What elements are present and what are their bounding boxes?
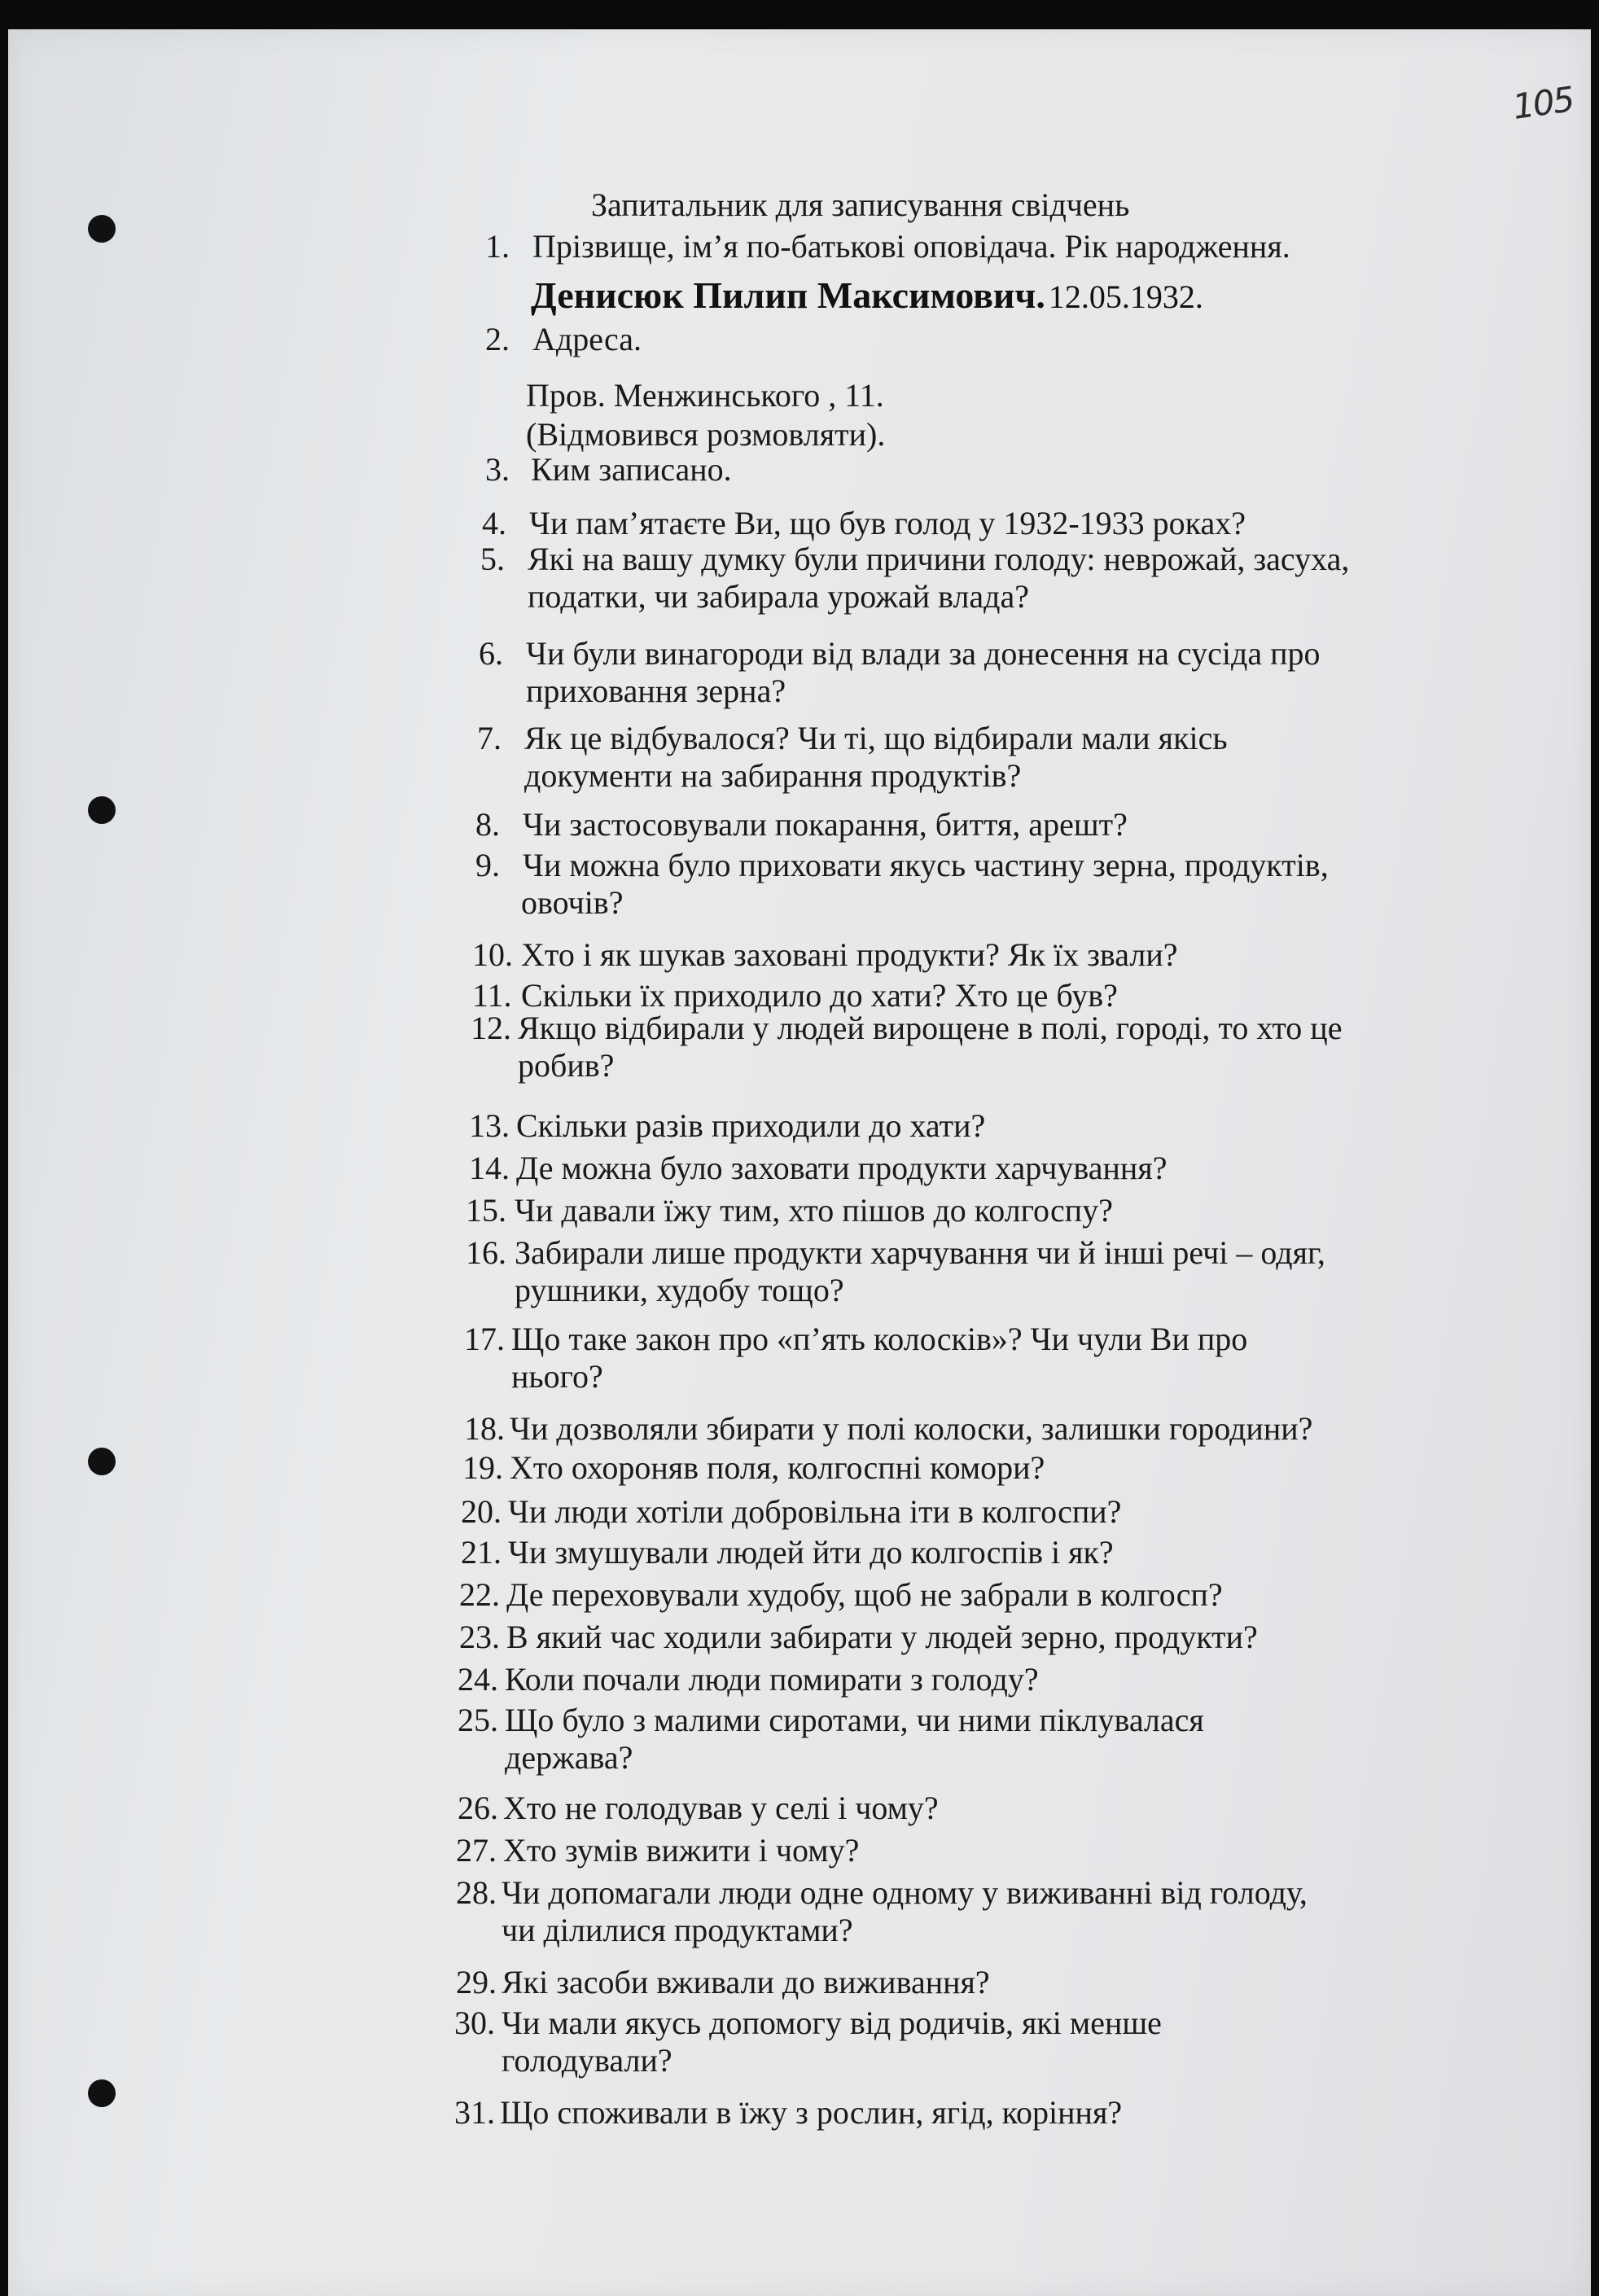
question-item-2 (485, 321, 642, 357)
question-item-24 (458, 1661, 1039, 1698)
question-text: Хто не голодував у селі і чому? (503, 1790, 939, 1826)
question-number: 13. (469, 1107, 510, 1144)
question-item-17 (464, 1321, 1248, 1395)
question-text: Чи допомагали люди одне одному у виживанні від голоду, (502, 1874, 1308, 1911)
question-text-continuation: податки, чи забирала урожай влада? (528, 578, 1030, 615)
question-number: 11. (472, 977, 512, 1014)
question-text: Що споживали в їжу з рослин, ягід, коріння? (500, 2094, 1123, 2131)
question-text: Які засоби вживали до виживання? (502, 1964, 990, 2000)
question-item-7 (477, 720, 1228, 794)
question-text: Забирали лише продукти харчування чи й інші речі – одяг, (515, 1234, 1325, 1271)
question-number: 26. (458, 1790, 498, 1826)
address-line: Пров. Менжинського , 11. (526, 377, 884, 414)
question-number: 20. (461, 1493, 502, 1530)
question-number: 1. (485, 228, 510, 265)
question-text: Чи люди хотіли добровільна іти в колгоспи? (508, 1493, 1122, 1530)
question-text: Чи пам’ятаєте Ви, що був голод у 1932-1933 роках? (529, 505, 1246, 541)
question-item-14 (469, 1150, 1167, 1186)
question-text-continuation: рушники, худобу тощо? (515, 1272, 844, 1308)
question-text: Чи можна було приховати якусь частину зерна, продуктів, (523, 847, 1329, 883)
question-text: Ким записано. (531, 451, 732, 488)
question-item-31 (454, 2094, 1123, 2131)
question-number: 6. (479, 635, 503, 672)
question-number: 17. (464, 1321, 505, 1357)
question-item-6 (479, 635, 1321, 709)
question-number: 16. (466, 1234, 506, 1271)
question-number: 14. (469, 1150, 510, 1186)
question-text: Скільки їх приходило до хати? Хто це був? (521, 977, 1118, 1014)
question-number: 21. (461, 1534, 502, 1571)
document-title: Запитальник для записування свідчень (591, 186, 1130, 223)
question-item-19 (462, 1449, 1045, 1486)
question-number: 18. (464, 1410, 505, 1447)
question-text: Де можна було заховати продукти харчування? (516, 1150, 1167, 1186)
question-item-27 (456, 1832, 860, 1869)
question-number: 10. (472, 936, 513, 973)
question-item-29 (456, 1964, 990, 2000)
question-text: Що було з малими сиротами, чи ними піклувалася (505, 1702, 1204, 1738)
question-number: 5. (480, 541, 505, 577)
question-text: Адреса. (532, 321, 642, 357)
question-item-8 (475, 806, 1128, 843)
respondent-birth-date: 12.05.1932. (1048, 278, 1203, 315)
question-text: Які на вашу думку були причини голоду: неврожай, засуха, (528, 541, 1350, 577)
question-number: 22. (459, 1576, 500, 1613)
respondent-line (531, 274, 1203, 317)
question-number: 27. (456, 1832, 497, 1869)
question-item-30 (454, 2005, 1162, 2079)
question-number: 29. (456, 1964, 497, 2000)
question-text: Чи дозволяли збирати у полі колоски, залишки городини? (510, 1410, 1313, 1447)
question-item-21 (461, 1534, 1114, 1571)
question-number: 15. (466, 1192, 506, 1229)
question-number: 3. (485, 451, 510, 488)
question-text: Що таке закон про «п’ять колосків»? Чи чули Ви про (511, 1321, 1248, 1357)
question-text: Чи мали якусь допомогу від родичів, які менше (502, 2005, 1162, 2041)
punch-hole (88, 1448, 116, 1475)
question-item-13 (469, 1107, 986, 1144)
question-text: Чи були винагороди від влади за донесення на сусіда про (526, 635, 1321, 672)
question-item-1 (485, 228, 1290, 265)
question-number: 2. (485, 321, 510, 357)
question-number: 9. (475, 847, 500, 883)
question-item-15 (466, 1192, 1113, 1229)
question-text: Чи застосовували покарання, биття, арешт? (523, 806, 1128, 843)
question-text-continuation: робив? (518, 1047, 615, 1084)
question-number: 7. (477, 720, 502, 756)
question-item-25 (458, 1702, 1204, 1776)
question-number: 24. (458, 1661, 498, 1698)
refusal-note: (Відмовився розмовляти). (526, 416, 886, 453)
question-number: 25. (458, 1702, 498, 1738)
question-number: 30. (454, 2005, 495, 2041)
question-number: 19. (462, 1449, 503, 1486)
question-text: Хто зумів вижити і чому? (503, 1832, 860, 1869)
question-text-continuation: нього? (511, 1358, 603, 1395)
question-item-10 (472, 936, 1178, 973)
question-number: 31. (454, 2094, 495, 2131)
respondent-name: Денисюк Пилип Максимович. (531, 274, 1045, 316)
question-item-11 (472, 977, 1118, 1014)
question-text-continuation: овочів? (521, 884, 624, 921)
punch-hole (88, 215, 116, 243)
question-number: 28. (456, 1874, 497, 1911)
question-text-continuation: чи ділилися продуктами? (502, 1912, 853, 1948)
question-text: Коли почали люди помирати з голоду? (505, 1661, 1039, 1698)
question-text-continuation: голодували? (502, 2042, 672, 2079)
question-item-4 (482, 505, 1246, 541)
question-text-continuation: документи на забирання продуктів? (524, 757, 1022, 794)
question-item-23 (459, 1619, 1258, 1655)
question-item-3 (485, 451, 732, 488)
question-number: 12. (471, 1010, 511, 1046)
punch-hole (88, 2079, 116, 2107)
question-text: Якщо відбирали у людей вирощене в полі, городі, то хто це (518, 1010, 1343, 1046)
question-text: Прізвище, ім’я по-батькові оповідача. Рік народження. (532, 228, 1290, 265)
question-item-9 (475, 847, 1329, 921)
question-text: В який час ходили забирати у людей зерно, продукти? (506, 1619, 1258, 1655)
question-text: Хто охороняв поля, колгоспні комори? (510, 1449, 1045, 1486)
question-text-continuation: приховання зерна? (526, 673, 786, 709)
question-text: Чи давали їжу тим, хто пішов до колгоспу? (515, 1192, 1113, 1229)
question-text-continuation: держава? (505, 1739, 633, 1776)
punch-hole (88, 796, 116, 824)
question-item-22 (459, 1576, 1223, 1613)
question-text: Чи змушували людей йти до колгоспів і як? (508, 1534, 1114, 1571)
question-text: Де переховували худобу, щоб не забрали в колгосп? (506, 1576, 1223, 1613)
question-text: Як це відбувалося? Чи ті, що відбирали мали якісь (524, 720, 1228, 756)
question-item-26 (458, 1790, 939, 1826)
question-item-12 (471, 1010, 1343, 1084)
question-text: Скільки разів приходили до хати? (516, 1107, 986, 1144)
question-number: 4. (482, 505, 506, 541)
question-item-16 (466, 1234, 1325, 1308)
question-number: 8. (475, 806, 500, 843)
question-item-20 (461, 1493, 1122, 1530)
question-item-18 (464, 1410, 1313, 1447)
question-item-5 (480, 541, 1350, 615)
question-text: Хто і як шукав заховані продукти? Як їх звали? (521, 936, 1178, 973)
question-item-28 (456, 1874, 1308, 1948)
question-number: 23. (459, 1619, 500, 1655)
handwritten-page-number: 105 (1509, 79, 1576, 127)
